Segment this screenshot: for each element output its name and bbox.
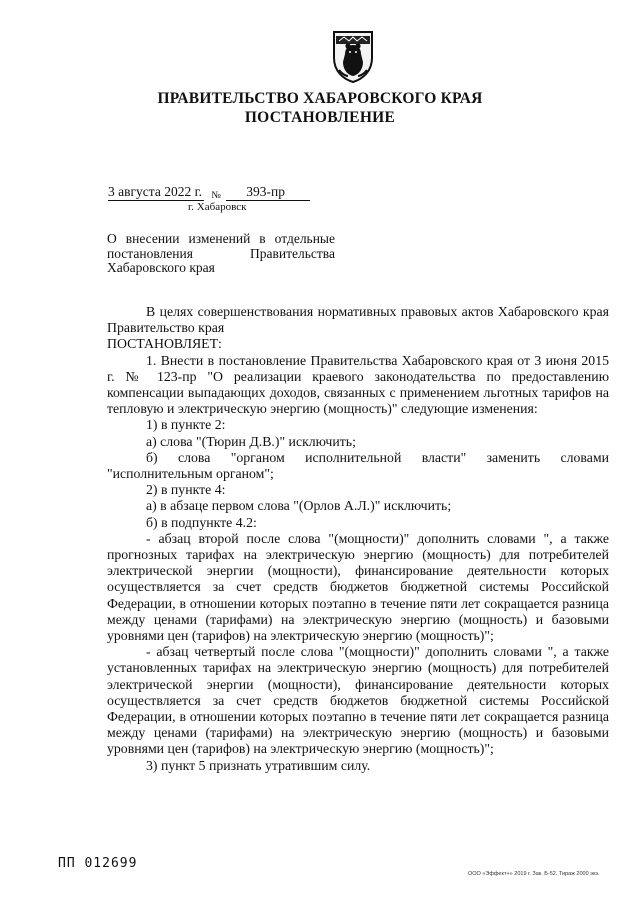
subject-line: постановления Правительства bbox=[107, 245, 335, 261]
organization-title: ПРАВИТЕЛЬСТВО ХАБАРОВСКОГО КРАЯ bbox=[157, 90, 483, 107]
paragraph: - абзац четвертый после слова "(мощности)" дополнить словами ", а также установленных тарифах на электрическую энергию (мощность) для потребителей электрической энергии (мощности), финансирование деятельности которых осуществляется за счет средств бюджетов бюджетной системы Российской Федерации, в отношении которых поэтапно в течение пяти лет сокращается разница между ценами (тарифами) на электрическую энергию (мощность) и базовыми уровнями цен (тарифов) на электрическую энергию (мощность)"; bbox=[107, 644, 609, 757]
date-number-line bbox=[108, 184, 310, 201]
city: г. Хабаровск bbox=[188, 201, 247, 213]
serial-number: ПП 012699 bbox=[58, 856, 138, 871]
khabarovsk-coat-of-arms-icon bbox=[330, 28, 376, 84]
paragraph: а) в абзаце первом слова "(Орлов А.Л.)" исключить; bbox=[146, 498, 452, 514]
document-number: 393-пр bbox=[226, 184, 310, 201]
paragraph: 1) в пункте 2: bbox=[146, 417, 226, 433]
preamble: В целях совершенствования нормативных правовых актов Хабаровского края Правительство края bbox=[107, 304, 609, 336]
resolves-heading: ПОСТАНОВЛЯЕТ: bbox=[107, 336, 222, 352]
subject-line: О внесении изменений в отдельные bbox=[107, 231, 335, 246]
paragraph: 3) пункт 5 признать утратившим силу. bbox=[146, 757, 371, 773]
document-date: 3 августа 2022 г. bbox=[108, 184, 202, 199]
number-sign: № bbox=[211, 190, 221, 201]
subject-line: Хабаровского края bbox=[107, 260, 215, 275]
printer-imprint: ООО «Эффект+» 2019 г. Зак. Б-52. Тираж 2000 экз. bbox=[468, 871, 600, 877]
paragraph: б) в подпункте 4.2: bbox=[146, 514, 257, 530]
document-body bbox=[107, 304, 609, 774]
paragraph: 1. Внести в постановление Правительства Хабаровского края от 3 июня 2015 г. № 123-пр "О реализации краевого законодательства по предоставлению компенсации выпадающих доходов, связанных с применением льготных тарифов на тепловую и электрическую энергию (мощность)" следующие изменения: bbox=[107, 352, 609, 417]
paragraph: б) слова "органом исполнительной власти" заменить словами "исполнительным органом"; bbox=[107, 449, 609, 482]
subject-block bbox=[107, 232, 335, 276]
document-type: ПОСТАНОВЛЕНИЕ bbox=[244, 109, 396, 126]
paragraph: а) слова "(Тюрин Д.В.)" исключить; bbox=[146, 433, 356, 449]
paragraph: 2) в пункте 4: bbox=[146, 482, 226, 498]
paragraph: - абзац второй после слова "(мощности)" дополнить словами ", а также прогнозных тарифах на электрическую энергию (мощность) для потребителей электрической энергии (мощности), финансирование деятельности которых осуществляется за счет средств бюджетов бюджетной системы Российской Федерации, в отношении которых поэтапно в течение пяти лет сокращается разница между ценами (тарифами) на электрическую энергию (мощность) и базовыми уровнями цен (тарифов) на электрическую энергию (мощность)"; bbox=[107, 530, 609, 644]
